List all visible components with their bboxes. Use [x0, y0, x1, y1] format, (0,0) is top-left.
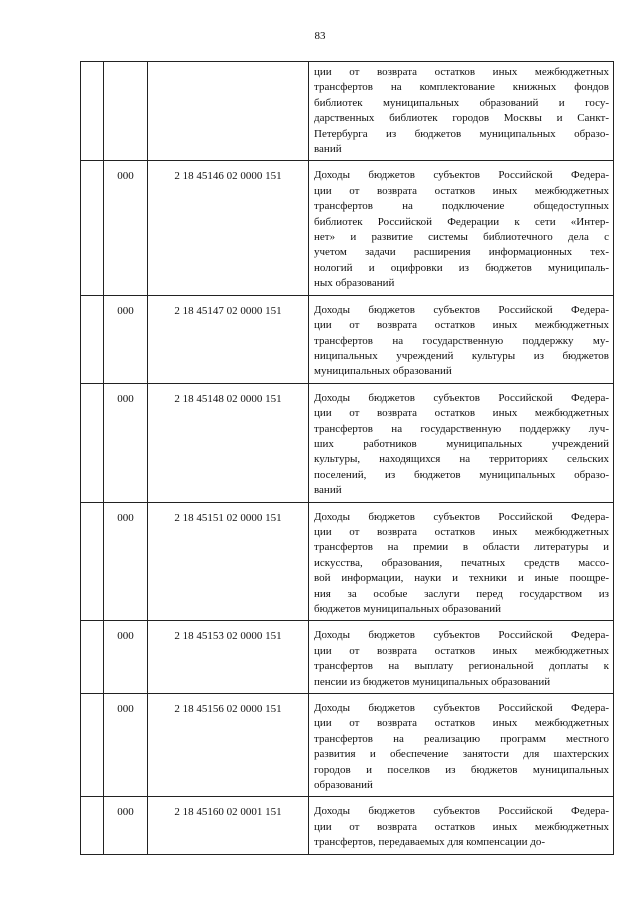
- description-line: дарственных библиотек городов Москвы и Санкт-: [314, 112, 609, 125]
- description-line: ции от возврата остатков иных межбюджетных: [314, 644, 609, 657]
- table-row: [81, 797, 614, 854]
- description-line: ниципальных учреждений культуры из бюджетов: [314, 349, 609, 362]
- description-line: нологий и оцифровки из бюджетов муниципаль-: [314, 261, 609, 274]
- margin-cell: [81, 62, 104, 161]
- description-line: Доходы бюджетов субъектов Российской Федера-: [314, 702, 609, 715]
- description-line: искусства, образования, печатных средств массо-: [314, 556, 609, 569]
- budget-classification-code-cell: 2 18 45147 02 0000 151: [148, 295, 309, 383]
- description-cell: [309, 295, 614, 383]
- budget-classification-code-cell: [148, 62, 309, 161]
- description-line: ваний: [314, 143, 342, 156]
- description-line: ции от возврата остатков иных межбюджетных: [314, 820, 609, 833]
- budget-classification-code-cell: 2 18 45156 02 0000 151: [148, 694, 309, 797]
- description-line: Доходы бюджетов субъектов Российской Федера-: [314, 391, 609, 404]
- admin-code-cell: [104, 62, 148, 161]
- description-line: пенсии из бюджетов муниципальных образований: [314, 675, 551, 688]
- description-line: трансфертов на государственную поддержку му-: [314, 334, 609, 347]
- description-line: трансфертов на выплату региональной доплаты к: [314, 660, 609, 673]
- admin-code-cell: 000: [104, 295, 148, 383]
- margin-cell: [81, 621, 104, 694]
- table-row: [81, 694, 614, 797]
- description-line: муниципальных образований: [314, 365, 452, 378]
- description-cell: [309, 797, 614, 854]
- description-line: трансфертов на премии в области литературы и: [314, 541, 609, 554]
- description-line: Доходы бюджетов субъектов Российской Федера-: [314, 303, 609, 316]
- margin-cell: [81, 797, 104, 854]
- description-line: ции от возврата остатков иных межбюджетных: [314, 407, 609, 420]
- description-line: культуры, находящихся на территориях сельских: [314, 453, 609, 466]
- margin-cell: [81, 161, 104, 295]
- description-line: ния за особые заслуги перед государством из: [314, 587, 609, 600]
- admin-code-cell: 000: [104, 502, 148, 621]
- description-cell: [309, 62, 614, 161]
- margin-cell: [81, 383, 104, 502]
- description-line: Доходы бюджетов субъектов Российской Федера-: [314, 510, 609, 523]
- description-line: учетом задачи расширения информационных тех-: [314, 246, 609, 259]
- description-line: трансфертов на реализацию программ местного: [314, 732, 609, 745]
- description-line: образований: [314, 779, 373, 792]
- description-cell: [309, 621, 614, 694]
- admin-code-cell: 000: [104, 694, 148, 797]
- description-line: нет» и развитие системы библиотечного дела с: [314, 231, 609, 244]
- description-line: Доходы бюджетов субъектов Российской Федера-: [314, 629, 609, 642]
- description-cell: [309, 694, 614, 797]
- description-line: библиотек муниципальных образований и госу-: [314, 96, 609, 109]
- table-row: [81, 295, 614, 383]
- description-line: бюджетов муниципальных образований: [314, 603, 502, 615]
- table-body: [81, 62, 614, 855]
- description-line: ных образований: [314, 277, 395, 290]
- description-line: трансфертов на государственную поддержку луч-: [314, 422, 609, 435]
- margin-cell: [81, 694, 104, 797]
- description-line: ших работников муниципальных учреждений: [314, 437, 609, 450]
- description-line: библиотек Российской Федерации к сети «Интер-: [314, 215, 609, 228]
- margin-cell: [81, 502, 104, 621]
- budget-classification-code-cell: 2 18 45148 02 0000 151: [148, 383, 309, 502]
- description-cell: [309, 502, 614, 621]
- revenue-codes-table: [80, 61, 614, 855]
- description-line: вой информации, науки и техники и иные поощре-: [314, 572, 609, 585]
- description-line: ции от возврата остатков иных межбюджетных: [314, 184, 609, 197]
- budget-classification-code-cell: 2 18 45160 02 0001 151: [148, 797, 309, 854]
- admin-code-cell: 000: [104, 621, 148, 694]
- description-cell: [309, 383, 614, 502]
- description-line: Доходы бюджетов субъектов Российской Федера-: [314, 805, 609, 818]
- description-line: трансфертов на подключение общедоступных: [314, 200, 609, 213]
- table-row: [81, 383, 614, 502]
- description-line: ции от возврата остатков иных межбюджетных: [314, 717, 609, 730]
- budget-classification-code-cell: 2 18 45151 02 0000 151: [148, 502, 309, 621]
- table-row: [81, 621, 614, 694]
- description-line: Петербурга из бюджетов муниципальных образо-: [314, 127, 609, 140]
- admin-code-cell: 000: [104, 797, 148, 854]
- table-row: [81, 161, 614, 295]
- table-row: [81, 502, 614, 621]
- description-cell: [309, 161, 614, 295]
- description-line: городов и поселков из бюджетов муниципальных: [314, 763, 609, 776]
- description-line: ции от возврата остатков иных межбюджетных: [314, 66, 609, 78]
- description-line: трансфертов, передаваемых для компенсации до-: [314, 836, 546, 849]
- table-row: [81, 62, 614, 161]
- description-line: ции от возврата остатков иных межбюджетных: [314, 525, 609, 538]
- description-line: трансфертов на комплектование книжных фондов: [314, 81, 609, 94]
- description-line: ваний: [314, 484, 342, 497]
- admin-code-cell: 000: [104, 161, 148, 295]
- budget-classification-code-cell: 2 18 45153 02 0000 151: [148, 621, 309, 694]
- page-number: 83: [314, 30, 326, 42]
- description-line: развития и обеспечение занятости для шахтерских: [314, 748, 609, 761]
- description-line: поселений, из бюджетов муниципальных образо-: [314, 468, 609, 481]
- admin-code-cell: 000: [104, 383, 148, 502]
- margin-cell: [81, 295, 104, 383]
- budget-classification-code-cell: 2 18 45146 02 0000 151: [148, 161, 309, 295]
- description-line: Доходы бюджетов субъектов Российской Федера-: [314, 169, 609, 182]
- description-line: ции от возврата остатков иных межбюджетных: [314, 319, 609, 332]
